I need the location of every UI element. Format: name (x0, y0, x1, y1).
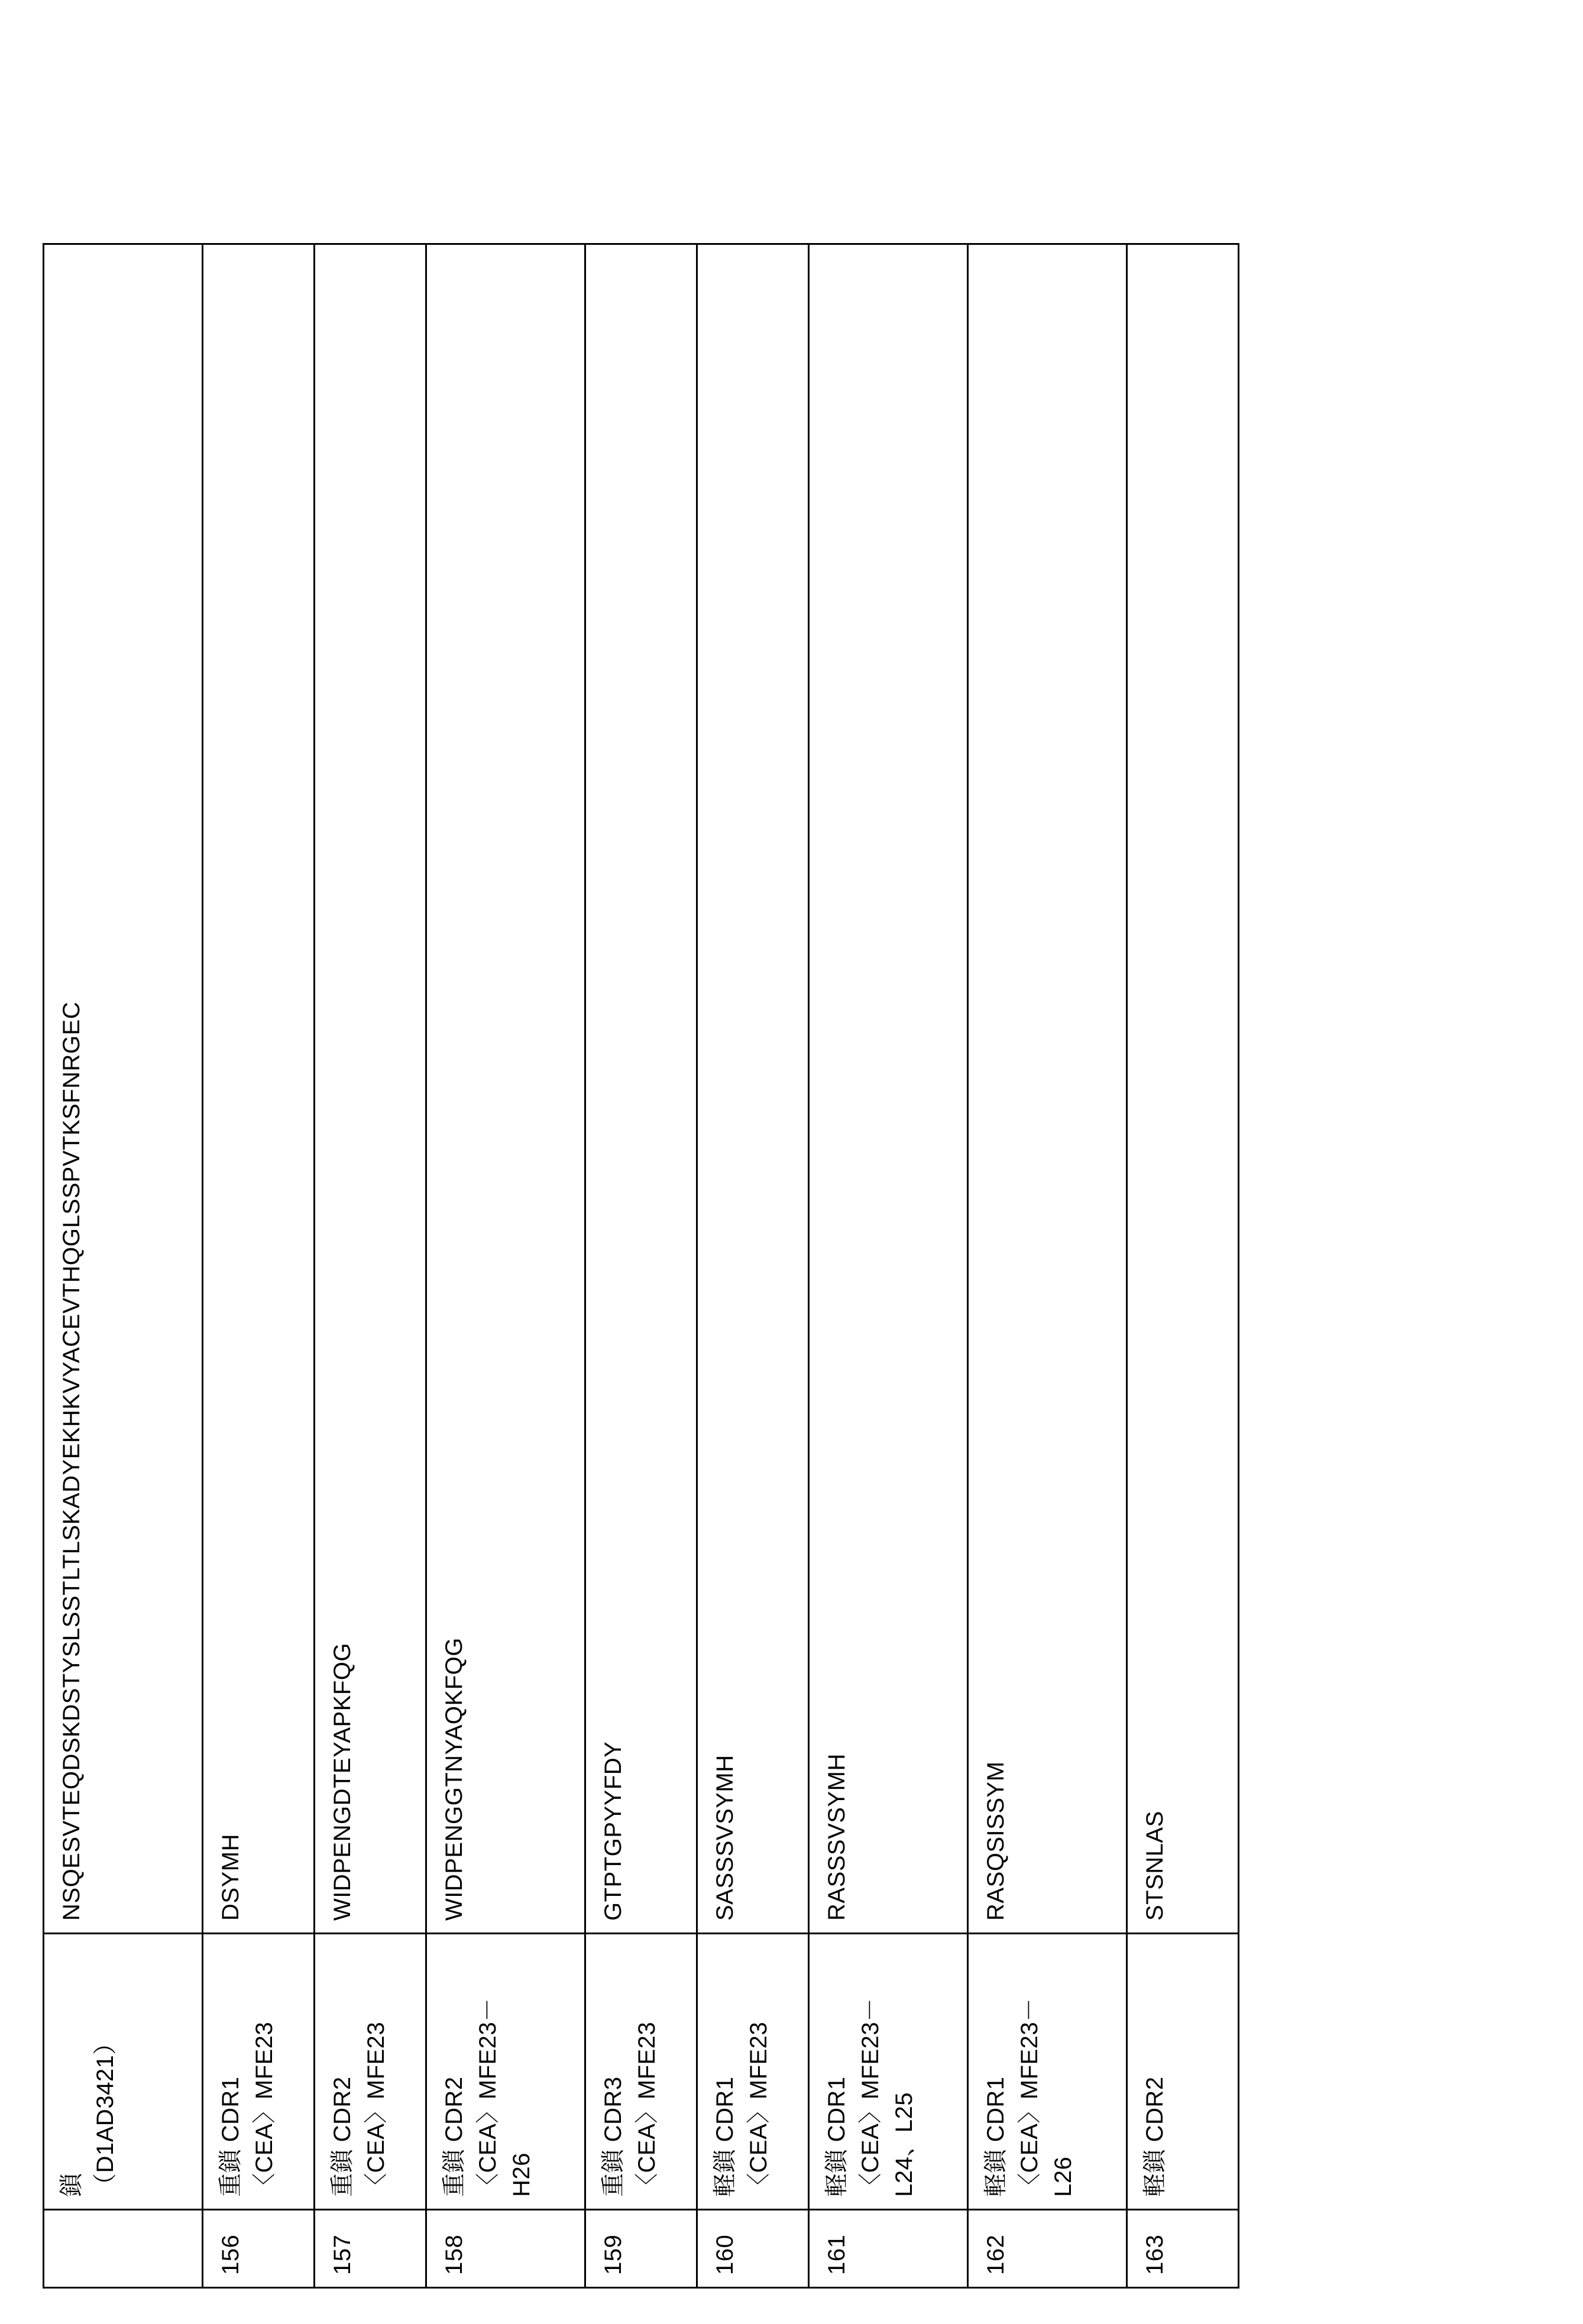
row-number-cell (44, 2210, 203, 2288)
description-line: 重鎖 CDR2 (329, 2076, 355, 2197)
table-row (968, 244, 1127, 2288)
row-sequence-cell: WIDPENGGTNYAQKFQG (426, 244, 585, 1934)
table-row (1127, 244, 1239, 2288)
description-line: H26 (508, 2153, 535, 2197)
table-row (203, 244, 315, 2288)
table-row (315, 244, 426, 2288)
table-row (809, 244, 968, 2288)
row-sequence-cell: DSYMH (203, 244, 315, 1934)
row-number-cell: 163 (1127, 2210, 1239, 2288)
table-body (44, 244, 1239, 2288)
row-description-cell (44, 1934, 203, 2210)
description-line: 重鎖 CDR3 (600, 2076, 626, 2197)
description-line: 〈CEA〉MFE23－ (1016, 1998, 1043, 2197)
row-number-cell: 160 (697, 2210, 809, 2288)
description-line: 〈CEA〉MFE23 (362, 2021, 389, 2197)
row-description-cell (697, 1934, 809, 2210)
row-sequence-cell: WIDPENGDTEYAPKFQG (315, 244, 426, 1934)
row-number-cell: 159 (585, 2210, 697, 2288)
row-sequence-cell: RASQSISSYM (968, 244, 1127, 1934)
description-line: 軽鎖 CDR1 (824, 2076, 850, 2197)
table-row (585, 244, 697, 2288)
description-line: 重鎖 CDR1 (218, 2076, 244, 2197)
row-description-cell (203, 1934, 315, 2210)
description-line: 〈CEA〉MFE23－ (857, 1998, 883, 2197)
row-number-cell: 161 (809, 2210, 968, 2288)
row-sequence-cell: GTPTGPYYFDY (585, 244, 697, 1934)
row-description-cell (315, 1934, 426, 2210)
row-description-cell (968, 1934, 1127, 2210)
row-sequence-cell: STSNLAS (1127, 244, 1239, 1934)
row-description-cell (809, 1934, 968, 2210)
description-line: L24、L25 (891, 2092, 917, 2197)
table-row (44, 244, 203, 2288)
description-line: 軽鎖 CDR2 (1142, 2076, 1168, 2197)
description-line: （D1AD3421） (92, 2031, 118, 2197)
description-line: 軽鎖 CDR1 (983, 2076, 1009, 2197)
row-sequence-cell: RASSSVSYMH (809, 244, 968, 1934)
row-sequence-cell: SASSSVSYMH (697, 244, 809, 1934)
row-number-cell: 157 (315, 2210, 426, 2288)
description-line: 〈CEA〉MFE23 (633, 2021, 660, 2197)
table-row (426, 244, 585, 2288)
description-line: L26 (1050, 2156, 1076, 2197)
description-line: 〈CEA〉MFE23 (745, 2021, 772, 2197)
row-description-cell (1127, 1934, 1239, 2210)
description-line: 〈CEA〉MFE23 (251, 2021, 277, 2197)
row-sequence-cell: NSQESVTEQDSKDSTYSLSSTLTLSKADYEKHKVYACEVTHQGLSSPVTKSFNRGEC (44, 244, 203, 1934)
description-line: 重鎖 CDR2 (441, 2076, 467, 2197)
table-row (697, 244, 809, 2288)
row-number-cell: 162 (968, 2210, 1127, 2288)
row-number-cell: 156 (203, 2210, 315, 2288)
description-line: 軽鎖 CDR1 (712, 2076, 738, 2197)
row-number-cell: 158 (426, 2210, 585, 2288)
sequence-table (43, 243, 1239, 2289)
description-line: 〈CEA〉MFE23－ (474, 1998, 501, 2197)
description-line: 鎖 (59, 2173, 85, 2197)
row-description-cell (585, 1934, 697, 2210)
row-description-cell (426, 1934, 585, 2210)
